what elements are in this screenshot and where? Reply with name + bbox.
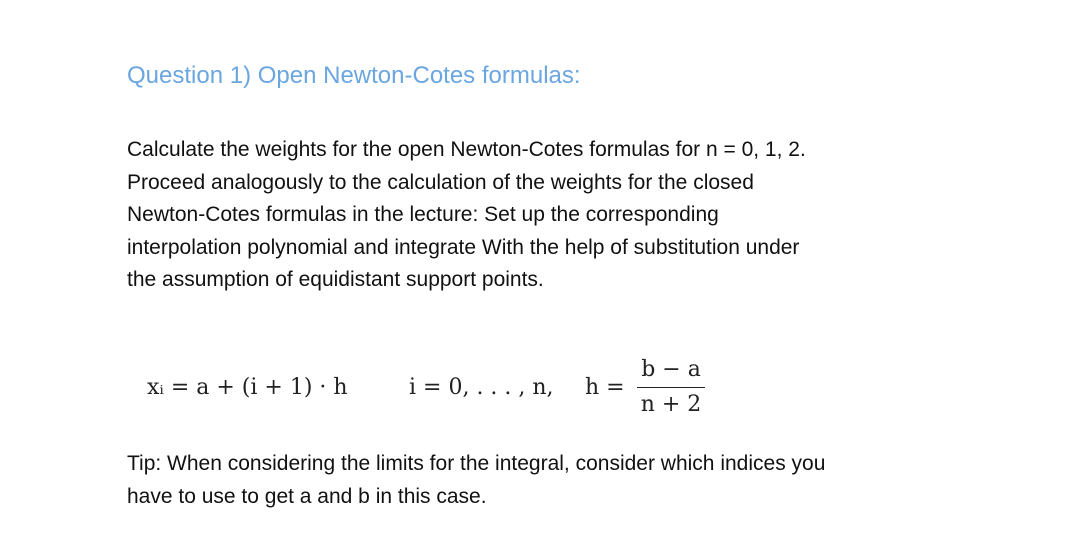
fraction-numerator: b − a xyxy=(641,357,701,382)
body-line: Proceed analogously to the calculation of the weights for the closed xyxy=(127,170,754,194)
question-heading: Question 1) Open Newton-Cotes formulas: xyxy=(127,62,581,89)
formula-index-range: i = 0, . . . , n, xyxy=(409,375,554,400)
body-line: Newton-Cotes formulas in the lecture: Set up the corresponding xyxy=(127,203,719,226)
question-body xyxy=(127,134,1027,297)
formula-xi-expression: xᵢ = a + (i + 1) · h xyxy=(147,375,348,400)
formula-h-lhs: h = xyxy=(585,375,625,400)
fraction-bar xyxy=(637,387,705,388)
body-line: the assumption of equidistant support points. xyxy=(127,268,544,291)
fraction-denominator: n + 2 xyxy=(640,392,702,418)
tip-line: Tip: When considering the limits for the integral, consider which indices you xyxy=(127,452,826,475)
body-line: Calculate the weights for the open Newton-Cotes formulas for n = 0, 1, 2. xyxy=(127,138,806,161)
tip-line: have to use to get a and b in this case. xyxy=(127,484,487,508)
body-line: interpolation polynomial and integrate With the help of substitution under xyxy=(127,235,800,259)
formula-h-fraction xyxy=(635,355,707,420)
tip-paragraph xyxy=(127,448,1027,513)
